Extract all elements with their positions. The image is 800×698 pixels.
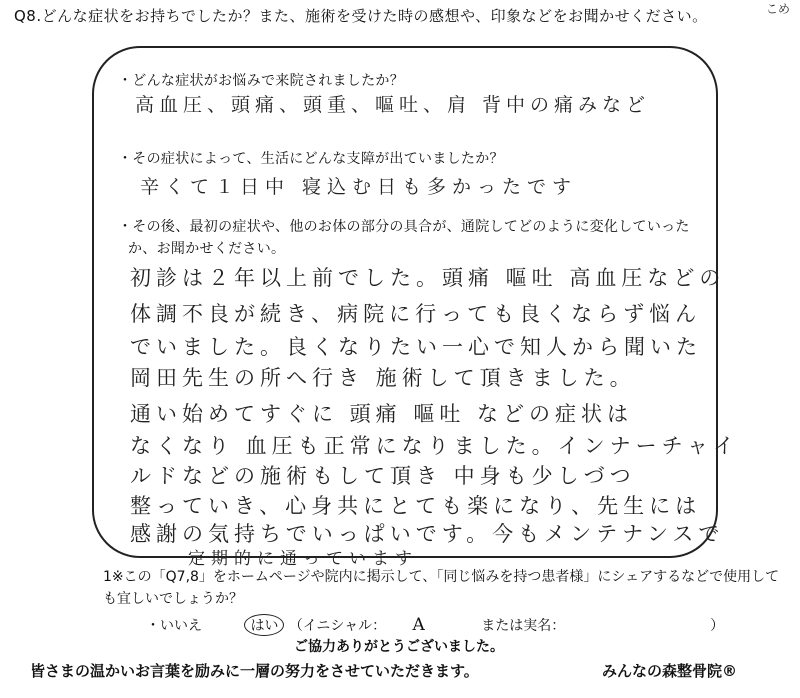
initial-value[interactable]: A <box>412 615 425 635</box>
consent-choices <box>146 614 724 636</box>
answer-progress-line: 定期的に通っています <box>188 549 418 569</box>
prompt-progress-line1: ・その後、最初の症状や、他のお体の部分の具合が、通院してどのように変化していった <box>118 219 690 235</box>
answer-progress-line: なくなり 血圧も正常になりました。インナーチャイ <box>130 434 740 458</box>
answer-progress-line: でいました。良くなりたい一心で知人から聞いた <box>130 335 702 359</box>
answer-daily-impact: 辛くて１日中 寝込む日も多かったです <box>140 176 578 198</box>
answer-progress-line: 岡田先生の所へ行き 施術して頂きました。 <box>130 366 636 390</box>
share-consent-question: 1※この「Q7,8」をホームページや院内に掲示して、「同じ悩みを持つ患者様」にシェアするなどで使用しても宜しいでしょうか？ <box>103 569 780 607</box>
prompt-symptoms: ・どんな症状がお悩みで来院されましたか？ <box>118 73 404 89</box>
answer-progress-line: ルドなどの施術もして頂き 中身も少しづつ <box>130 464 636 488</box>
prompt-progress-line2: か、お聞かせください。 <box>128 241 286 257</box>
option-yes-circled[interactable]: はい <box>244 614 284 636</box>
answer-progress-line: 感謝の気持ちでいっぱいです。今もメンテナンスで <box>130 522 725 546</box>
corner-handwriting: こめ <box>765 2 790 16</box>
thanks-text: ご協力ありがとうございました。 <box>294 639 504 655</box>
answer-symptoms: 高血圧、頭痛、頭重、嘔吐、肩 背中の痛みなど <box>135 94 651 116</box>
answer-progress-line: 体調不良が続き、病院に行っても良くならず悩ん <box>130 302 702 326</box>
option-no[interactable]: ・いいえ <box>146 618 202 634</box>
initial-label: （イニシャル： <box>288 618 387 634</box>
closing-message: 皆さまの温かいお言葉を励みに一層の努力をさせていただきます。 <box>30 662 479 680</box>
prompt-daily-impact: ・その症状によって、生活にどんな支障が出ていましたか？ <box>118 151 504 167</box>
question-title: Q8.どんな症状をお持ちでしたか？また、施術を受けた時の感想や、印象などをお聞かせください。 <box>14 7 708 25</box>
answer-progress-line: 通い始めてすぐに 頭痛 嘔吐 などの症状は <box>130 402 634 426</box>
close-paren: ） <box>710 618 725 634</box>
realname-label: または実名： <box>481 618 566 634</box>
clinic-name: みんなの森整骨院® <box>602 662 738 680</box>
answer-progress-line: 初診は２年以上前でした。頭痛 嘔吐 高血圧などの <box>130 266 726 290</box>
answer-progress-line: 整っていき、心身共にとても楽になり、先生には <box>130 494 702 518</box>
